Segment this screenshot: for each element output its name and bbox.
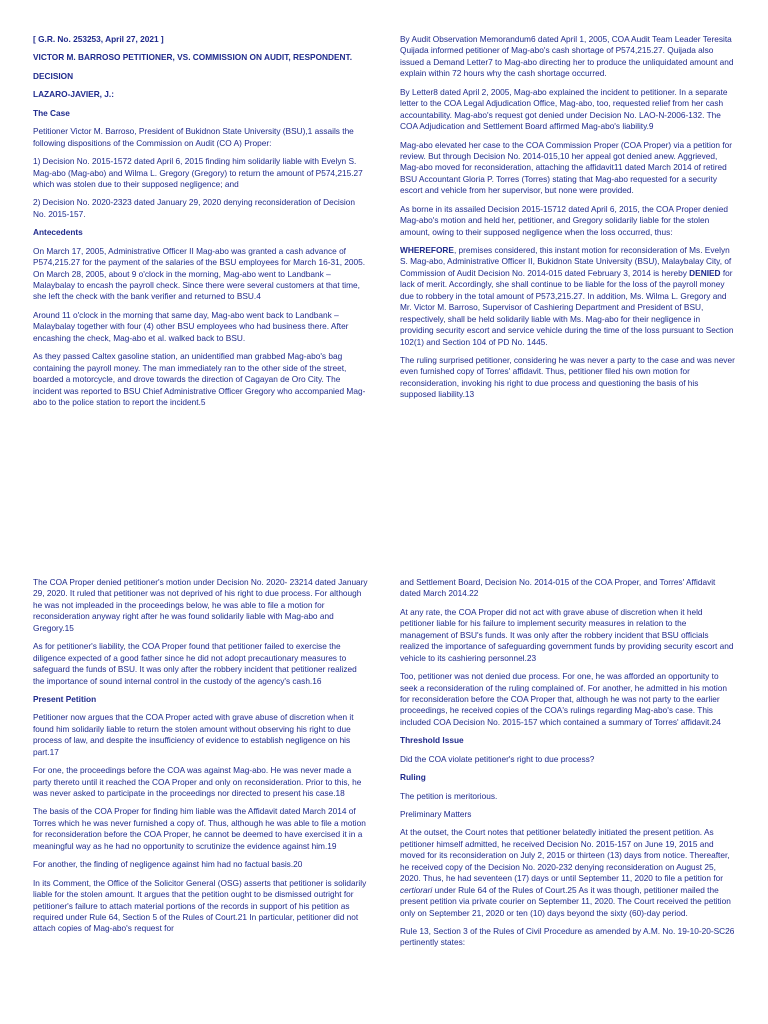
section-heading-antecedents: Antecedents (33, 227, 83, 238)
quote-text: , premises considered, this instant motion for reconsideration of Ms. Evelyn S. Mag-abo, Administrative Officer II, Bukidnon State University (BSU), Malaybalay City, of Commission of Audit Decision No. 2014-015 dated February 3, 2014 is hereby (400, 245, 732, 278)
list-item: 1) Decision No. 2015-1572 dated April 6, 2015 finding him solidarily liable with Evelyn S. Mag-abo (Mag-abo) and Wilma L. Gregory (Gregory) to return the amount of P574,215.27 which was stolen due to their supposed negligence; and (33, 156, 363, 189)
quote-bold-denied: DENIED (689, 267, 721, 278)
paragraph: At any rate, the COA Proper did not act with grave abuse of discretion when it held petitioner liable for his failure to implement security measures in relation to the management of BSU's funds. It was only after the robbery incident that BSU officials realized the importance of safeguarding government funds by providing security escort and vehicle to its cashiering personnel.23 (400, 606, 734, 663)
text-run: under Rule 64 of the Rules of Court.25 As it was though, petitioner mailed the present petition via private courier on September 11, 2020. The Court received the petition only on September 21, 2020 or ten (10) days beyond the sixty (60)-day period. (400, 884, 731, 918)
decision-heading: DECISION (33, 70, 74, 81)
top-left-column (33, 34, 368, 415)
paragraph: As for petitioner's liability, the COA Proper found that petitioner failed to exercise the diligence expected of a good father since he did not adopt precautionary measures to safeguard the funds of BSU. It was only after the robbery incident that petitioner realized the importance of sound internal control in the custody of the agency's cash.16 (33, 641, 357, 686)
paragraph: Petitioner Victor M. Barroso, President of Bukidnon State University (BSU),1 assails the following dispositions of the Commission on Audit (CO A) Proper: (33, 126, 354, 148)
case-citation: [ G.R. No. 253253, April 27, 2021 ] (33, 34, 164, 44)
paragraph: On March 17, 2005, Administrative Officer II Mag-abo was granted a cash advance of P574,215.27 for the payment of the salaries of the BSU employees for March 16-31, 2005. On March 28, 2005, about 9 o'clock in the morning, Mag-abo went to Landbank – Malaybalay to encash the payroll check. Since there were several customers at that time, she left the check with the bank verifier and returned to BSU.4 (33, 245, 366, 302)
section-heading-present-petition: Present Petition (33, 693, 97, 704)
paragraph: and Settlement Board, Decision No. 2014-015 of the COA Proper, and Torres' Affidavit dated March 2014.22 (400, 577, 716, 599)
paragraph: Too, petitioner was not denied due process. For one, he was afforded an opportunity to seek a reconsideration of the ruling complained of. For another, he admitted in his motion for reconsideration before the COA Proper that, although he was not party to the earlier proceedings, he received copies of the COA's rulings regarding Mag-abo's case. This included COA Decision No. 2015-157 which contained a summary of Torres' affidavit.24 (400, 671, 727, 727)
quote-bold-wherefore: WHEREFORE (400, 245, 454, 255)
paragraph: As borne in its assailed Decision 2015-15712 dated April 6, 2015, the COA Proper denied Mag-abo's motion and held her, petitioner, and Gregory solidarily liable for the stolen amount, owing to their supposed negligence when the loss occurred, thus: (400, 203, 728, 237)
section-heading-case: The Case (33, 107, 70, 118)
paragraph: In its Comment, the Office of the Solicitor General (OSG) asserts that petitioner is solidarily liable for the stolen amount. It argues that the petition ought to be dismissed outright for petitioner's failure to attach material portions of the records in support of his petition as required under Rule 64, Section 5 of the Rules of Court.21 In particular, petitioner did not attach copies of Mag-abo's request for (33, 877, 367, 934)
case-parties: VICTOR M. BARROSO PETITIONER, VS. COMMISSION ON AUDIT, RESPONDENT. (33, 52, 352, 63)
subheading-preliminary: Preliminary Matters (400, 809, 472, 819)
top-right-column (400, 34, 735, 408)
list-item: 2) Decision No. 2020-2323 dated January 29, 2020 denying reconsideration of Decision No. 2015-157. (33, 197, 355, 219)
paragraph: For another, the finding of negligence against him had no factual basis.20 (33, 859, 303, 870)
paragraph: Did the COA violate petitioner's right to due process? (400, 753, 595, 764)
paragraph: The basis of the COA Proper for finding him liable was the Affidavit dated March 2014 of Torres which he was never furnished a copy of. Thus, although he was able to file a motion for reconsideration before the COA Proper, he cannot be deemed to have exercised it in a meaningful way as he had no opportunity to scrutinize the evidence against him.19 (33, 806, 366, 851)
bottom-right-column (400, 577, 735, 956)
italic-term: certiorari (400, 884, 433, 895)
bottom-left-column (33, 577, 368, 942)
paragraph: The petition is meritorious. (400, 790, 498, 801)
paragraph: For one, the proceedings before the COA was against Mag-abo. He was never made a party thereto until it reached the COA Proper and only on reconsideration. Prior to this, he was never asked to participate in the proceedings nor directed to present his case.18 (33, 765, 362, 798)
quote-text: for lack of merit. Accordingly, she shall continue to be liable for the loss of the payroll money due to robbery in the total amount of P573,215.27. In addition, Ms. Wilma L. Gregory and Mr. Victor M. Barroso, Supervisor of Cashiering Department and President of BSU, respectively, shall be held solidarily liable with Ms. Mag-abo for their negligence in providing security escort and service vehicle during the time of the loss pursuant to Section 102(1) and Section 104 of PD No. 1445. (400, 267, 734, 347)
paragraph: By Audit Observation Memorandum6 dated April 1, 2005, COA Audit Team Leader Teresita Quijada informed petitioner of Mag-abo's cash shortage of P574,215.27. Quijada also issued a Demand Letter7 to Mag-abo directing her to produce the unliquidated amount and explain within 72 hours why the cash shortage occurred. (400, 34, 734, 79)
section-heading-threshold-issue: Threshold Issue (400, 735, 464, 746)
paragraph: By Letter8 dated April 2, 2005, Mag-abo explained the incident to petitioner. In a separate letter to the COA Legal Adjudication Office, Mag-abo, too, requested relief from her cash accountability. Mag-abo's request got denied under Decision No. LAO-N-2006-132. The COA Adjudication and Settlement Board affirmed Mag-abo's liability.9 (400, 86, 728, 132)
paragraph (400, 827, 735, 919)
paragraph: Petitioner now argues that the COA Proper acted with grave abuse of discretion when it found him solidarily liable to return the stolen amount without observing his right to due process of law, and despite the insufficiency of evidence to establish negligence on his part.17 (33, 712, 354, 757)
paragraph: As they passed Caltex gasoline station, an unidentified man grabbed Mag-abo's bag containing the payroll money. The man immediately ran to the other side of the street, boarded a motorcycle, and drove towards the direction of Cagayan de Oro City. The incident was reported to BSU Chief Administrative Officer Gregory who accompanied Mag-abo to the police station to report the incident.5 (33, 351, 366, 407)
paragraph: Around 11 o'clock in the morning that same day, Mag-abo went back to Landbank – Malaybalay together with four (4) other BSU employees who had business there. After encashing the check, Mag-abo et al. walked back to BSU. (33, 309, 349, 343)
quoted-dispositive (400, 245, 735, 348)
section-heading-ruling: Ruling (400, 772, 426, 783)
paragraph: Rule 13, Section 3 of the Rules of Civil Procedure as amended by A.M. No. 19-10-20-SC26 pertinently states: (400, 925, 735, 948)
ponente: LAZARO-JAVIER, J.: (33, 89, 114, 100)
paragraph: The COA Proper denied petitioner's motion under Decision No. 2020- 23214 dated January 29, 2020. It ruled that petitioner was not deprived of his right to due process. For although he was not impleaded in the proceedings below, he was able to file a motion for reconsideration anyway right after he was found solidarily liable with Mag-abo and Gregory.15 (33, 577, 368, 633)
paragraph: Mag-abo elevated her case to the COA Commission Proper (COA Proper) via a petition for review. But through Decision No. 2014-015,10 her appeal got denied anew. Aggrieved, Mag-abo moved for reconsideration, attaching the affidavit11 dated March 2014 of retired BSU Accountant Gloria P. Torres (Torres) stating that Mag-abo requested for a security escort and vehicle from her supervisor, but none were provided. (400, 139, 733, 196)
paragraph: The ruling surprised petitioner, considering he was never a party to the case and was never even furnished copy of Torres' affidavit. Thus, petitioner filed his own motion for reconsideration, invoking his right to due process and questioning the basis of his supposed liability.13 (400, 354, 735, 400)
text-run: At the outset, the Court notes that petitioner belatedly initiated the present petition. As petitioner himself admitted, he received Decision No. 2015-157 on June 19, 2015 and moved for its reconsideration on July 2, 2015 or thirteen (13) days from notice. Thereafter, he received copy of the Decision No. 2020-232 denying reconsideration on August 25, 2020. Thus, he had seventeen (17) days or until September 11, 2020 to file a petition for (400, 827, 730, 884)
